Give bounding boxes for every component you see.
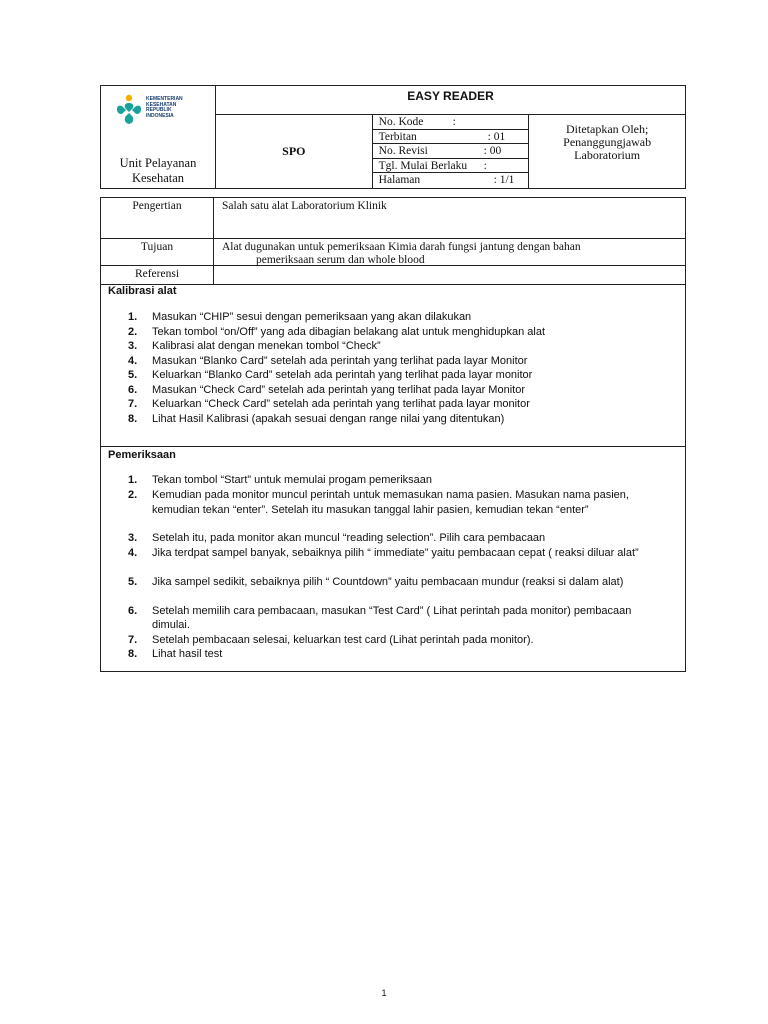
field-no-revisi <box>373 144 529 159</box>
list-item <box>128 339 671 354</box>
list-item <box>128 633 671 648</box>
logo-text <box>146 97 183 119</box>
list-item <box>128 412 671 427</box>
ministry-logo <box>115 94 183 128</box>
field-value: : 00 <box>483 145 502 158</box>
step-text: Jika sampel sedikit, sebaiknya pilih “ Countdown” yaitu pembacaan mundur (reaksi si dalam alat) <box>152 575 624 588</box>
approval-line: Penanggungjawab Laboratorium <box>563 135 652 162</box>
logo-line: KEMENTERIAN <box>146 96 183 102</box>
step-number: 3. <box>128 340 138 352</box>
row-label: Pengertian <box>101 198 214 238</box>
step-text: Masukan “CHIP” sesui dengan pemeriksaan yang akan dilakukan <box>152 311 472 323</box>
step-number: 7. <box>128 398 138 410</box>
step-number: 7. <box>128 633 138 646</box>
field-value: : <box>452 116 456 128</box>
step-text: Setelah pembacaan selesai, keluarkan test card (Lihat perintah pada monitor). <box>152 633 534 646</box>
logo-cell <box>101 86 216 189</box>
step-number: 8. <box>128 648 138 660</box>
list-item <box>128 604 671 633</box>
step-text: Keluarkan “Check Card” setelah ada perintah yang terlihat pada layar monitor <box>152 398 530 410</box>
field-label: No. Kode <box>378 116 424 128</box>
approval-cell <box>529 115 686 189</box>
field-label: Halaman <box>378 174 421 187</box>
step-number: 2. <box>128 325 138 338</box>
page-number: 1 <box>381 988 387 998</box>
list-item <box>128 383 671 398</box>
field-value: : 1/1 <box>493 174 515 187</box>
list-item <box>128 647 671 662</box>
section-title: Pemeriksaan <box>108 449 176 461</box>
approval-line: Ditetapkan Oleh; <box>566 122 649 136</box>
row-pengertian <box>101 198 685 239</box>
row-text <box>222 241 671 267</box>
list-item <box>128 531 671 546</box>
list-item <box>128 473 671 488</box>
step-text: Jika terdpat sampel banyak, sebaiknya pilih “ immediate” yaitu pembacaan cepat ( reaksi diluar alat” <box>152 546 639 559</box>
step-number: 8. <box>128 412 138 425</box>
step-number: 2. <box>128 489 138 501</box>
step-number: 5. <box>128 575 138 588</box>
step-text: Keluarkan “Blanko Card” setelah ada perintah yang terlihat pada layar monitor <box>152 369 533 381</box>
step-number: 1. <box>128 474 138 486</box>
step-number: 1. <box>128 311 138 323</box>
step-number: 6. <box>128 383 138 396</box>
kemenkes-logo-icon <box>115 94 143 128</box>
list-item <box>128 397 671 412</box>
list-item <box>128 368 671 383</box>
spo-label: SPO <box>216 115 373 189</box>
section-pemeriksaan <box>101 447 685 672</box>
procedure-body <box>100 197 686 672</box>
step-number: 5. <box>128 369 138 381</box>
list-item <box>128 488 671 517</box>
step-text: Tekan tombol “Start” untuk memulai progam pemeriksaan <box>152 474 433 486</box>
field-label: No. Revisi <box>378 145 428 158</box>
field-value: : 01 <box>487 130 506 143</box>
step-text: Kalibrasi alat dengan menekan tombol “Check” <box>152 340 381 352</box>
step-text: Lihat hasil test <box>152 648 223 660</box>
row-text: Salah satu alat Laboratorium Klinik <box>222 200 387 212</box>
list-item <box>128 310 671 325</box>
row-text-line: pemeriksaan serum dan whole blood <box>256 254 425 266</box>
field-halaman <box>373 173 529 188</box>
row-text-line: Alat dugunakan untuk pemeriksaan Kimia darah fungsi jantung dengan bahan <box>222 241 581 253</box>
row-referensi <box>101 266 685 285</box>
document-header <box>100 85 686 189</box>
section-title: Kalibrasi alat <box>108 285 177 297</box>
document-fields <box>372 115 529 189</box>
step-text: Masukan “Blanko Card” setelah ada perintah yang terlihat pada layar Monitor <box>152 354 528 367</box>
field-label: Tgl. Mulai Berlaku <box>378 159 468 172</box>
logo-line: REPUBLIK <box>146 107 172 113</box>
step-text: Setelah itu, pada monitor akan muncul “reading selection”. Pilih cara pembacaan <box>152 532 546 544</box>
row-label: Tujuan <box>101 239 214 265</box>
step-text: Setelah memilih cara pembacaan, masukan “Test Card” ( Lihat perintah pada monitor) pembacaan dimulai. <box>152 604 632 631</box>
step-number: 4. <box>128 354 138 367</box>
row-label: Referensi <box>101 266 214 284</box>
field-label: Terbitan <box>378 130 417 143</box>
step-text: Lihat Hasil Kalibrasi (apakah sesuai dengan range nilai yang ditentukan) <box>152 412 505 425</box>
row-tujuan <box>101 239 685 266</box>
section-kalibrasi <box>101 285 685 447</box>
step-number: 6. <box>128 604 138 617</box>
document-title: EASY READER <box>216 86 686 115</box>
list-item <box>128 354 671 369</box>
step-number: 3. <box>128 532 138 544</box>
field-no-kode <box>373 115 529 130</box>
field-tgl-mulai-berlaku <box>373 159 529 174</box>
unit-name: Unit Pelayanan Kesehatan <box>119 156 197 185</box>
list-item <box>128 575 671 590</box>
step-number: 4. <box>128 546 138 559</box>
logo-line: INDONESIA <box>146 112 174 119</box>
step-text: Kemudian pada monitor muncul perintah untuk memasukan nama pasien. Masukan nama pasien, kemudian tekan “enter”. Setelah itu masukan tanggal lahir pasien, kemudian tekan “enter” <box>152 489 629 516</box>
step-text: Tekan tombol “on/Off” yang ada dibagian belakang alat untuk menghidupkan alat <box>152 325 546 338</box>
logo-line: KESEHATAN <box>146 101 177 108</box>
field-terbitan <box>373 130 529 145</box>
step-text: Masukan “Check Card” setelah ada perintah yang terlihat pada layar Monitor <box>152 383 525 396</box>
list-item <box>128 546 671 561</box>
field-value: : <box>483 159 487 172</box>
list-item <box>128 325 671 340</box>
